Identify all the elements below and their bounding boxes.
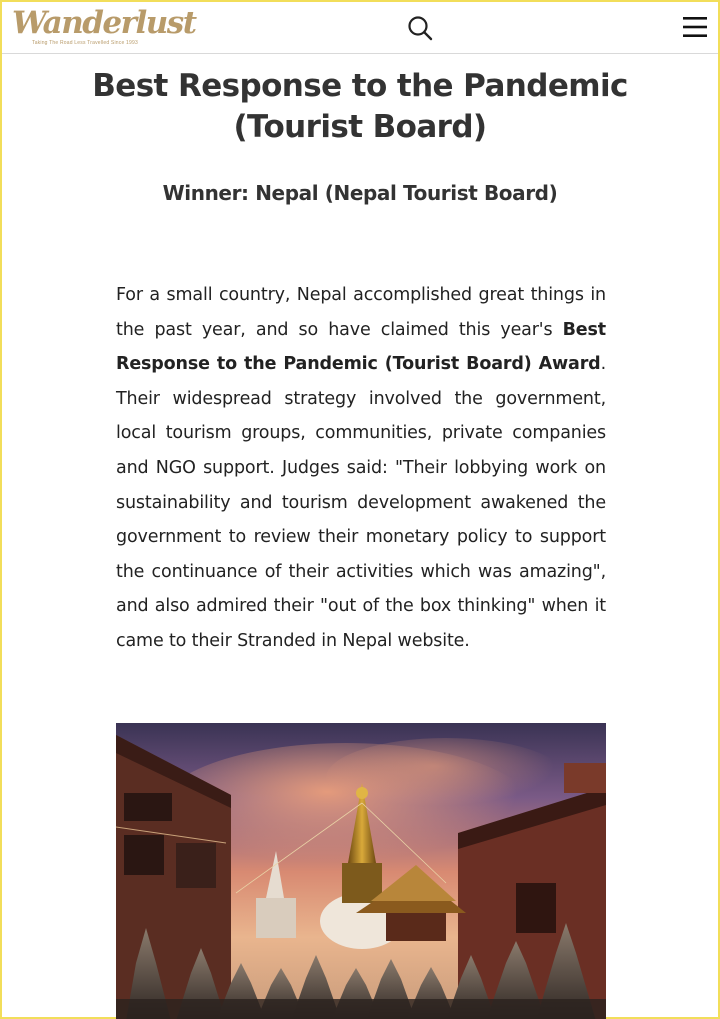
search-icon[interactable] xyxy=(406,14,434,42)
award-name-bold: Best Response to the Pandemic (Tourist Board) Award xyxy=(116,319,606,375)
hamburger-menu-icon[interactable] xyxy=(682,15,708,39)
article-title: Best Response to the Pandemic (Tourist Board) xyxy=(92,68,628,145)
article-paragraph xyxy=(116,278,606,659)
article-text-intro: For a small country, Nepal accomplished great things in the past year, and so have claimed this year's xyxy=(116,285,606,340)
logo-wordmark: Wanderlust xyxy=(12,5,196,41)
logo-tagline: Taking The Road Less Travelled Since 1993 xyxy=(32,40,138,46)
article-photo-swayambhunath[interactable] xyxy=(116,723,606,1019)
winner-subheading: Winner: Nepal (Nepal Tourist Board) xyxy=(162,181,558,205)
article-text-rest: . Their widespread strategy involved the government, local tourism groups, communities, private companies and NGO support. Judges said: "Their lobbying work on sustainability and tourism development awakened the government to review their monetary policy to support the continuance of their activities which was amazing", and also admired their "out of the box thinking" when it came to their Stranded in Nepal website. xyxy=(116,354,606,651)
wanderlust-logo[interactable] xyxy=(12,5,196,49)
top-navigation-bar xyxy=(2,2,718,54)
